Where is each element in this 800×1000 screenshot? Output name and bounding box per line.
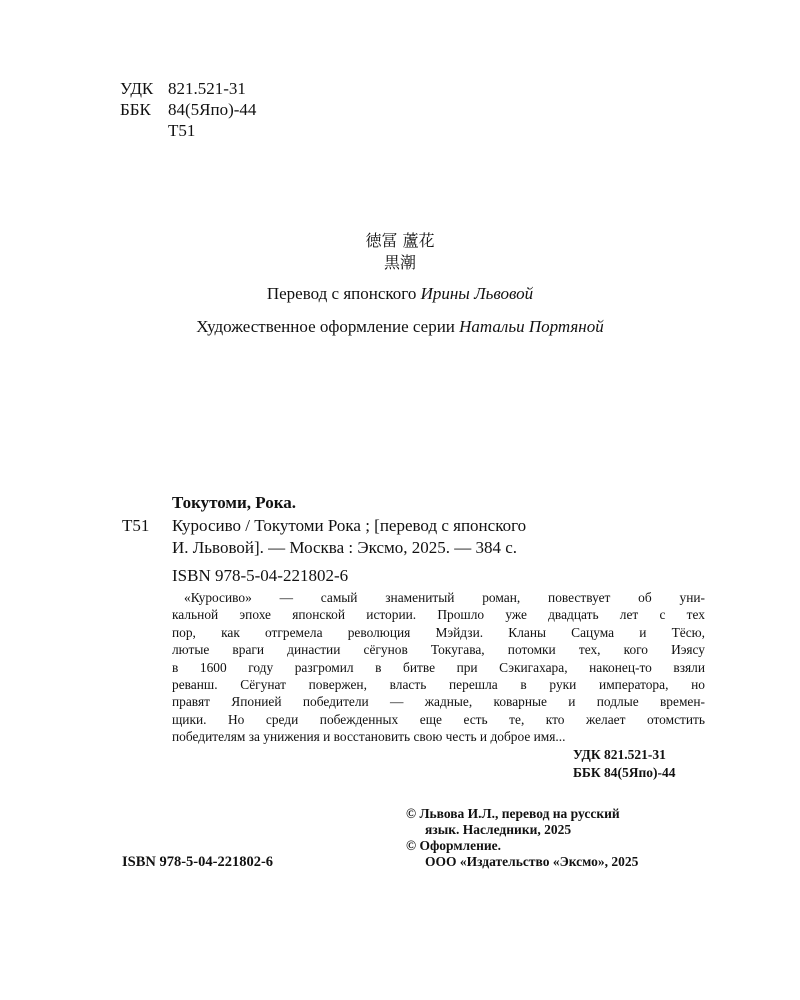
translator-name: Ирины Львовой bbox=[420, 284, 534, 303]
author-mark-line bbox=[120, 120, 256, 141]
design-prefix: Художественное оформление серии bbox=[196, 317, 460, 336]
original-title: 黒潮 bbox=[383, 253, 416, 272]
annotation-line: кальной эпохе японской истории. Прошло уже двадцать лет с тех bbox=[172, 607, 705, 623]
record-isbn: ISBN 978-5-04-221802-6 bbox=[172, 566, 349, 585]
record-bbk: ББК 84(5Япо)-44 bbox=[573, 765, 676, 780]
bbk-label: ББК bbox=[120, 100, 151, 119]
record-desc-line-1: Куросиво / Токутоми Рока ; [перевод с японского bbox=[172, 516, 527, 535]
copyright-line: ООО «Издательство «Эксмо», 2025 bbox=[425, 854, 639, 869]
record-mark: Т51 bbox=[122, 516, 150, 535]
annotation-line: в 1600 году разгромил в битве при Сэкигахара, наконец-то взяли bbox=[172, 659, 705, 675]
udk-line bbox=[120, 78, 256, 99]
record-udk: УДК 821.521-31 bbox=[573, 747, 666, 762]
record-heading: Токутоми, Рока. bbox=[172, 493, 297, 512]
annotation-line: победителям за унижения и восстановить свою честь и доброе имя... bbox=[172, 729, 566, 745]
translation-credit bbox=[0, 284, 800, 304]
bbk-line bbox=[120, 99, 256, 120]
annotation-line: «Куросиво» — самый знаменитый роман, повествует об уни- bbox=[184, 590, 705, 605]
original-author: 徳冨 蘆花 bbox=[365, 231, 435, 250]
copyright-line: © Оформление. bbox=[406, 838, 502, 853]
udk-label: УДК bbox=[120, 79, 154, 98]
annotation bbox=[172, 589, 705, 746]
record-desc-line-2: И. Львовой]. — Москва : Эксмо, 2025. — 384 с. bbox=[172, 538, 518, 557]
udk-value: 821.521-31 bbox=[168, 79, 246, 98]
author-mark: Т51 bbox=[168, 121, 196, 140]
copyright-line: язык. Наследники, 2025 bbox=[425, 822, 572, 837]
designer-name: Натальи Портяной bbox=[459, 317, 604, 336]
annotation-line: щики. Но среди побежденных еще есть те, кто желает отомстить bbox=[172, 711, 705, 727]
copyright-line: © Львова И.Л., перевод на русский bbox=[406, 806, 620, 821]
annotation-line: лютые враги династии сёгунов Токугава, потомки тех, кого Иэясу bbox=[172, 642, 705, 658]
annotation-line: пор, как отгремела революция Мэйдзи. Кланы Сацума и Тёсю, bbox=[172, 624, 705, 640]
bbk-value: 84(5Япо)-44 bbox=[168, 100, 257, 119]
footer-isbn: ISBN 978-5-04-221802-6 bbox=[122, 854, 274, 870]
classification-block bbox=[120, 78, 256, 141]
copyright-block bbox=[406, 806, 638, 870]
annotation-line: правят Японией победители — жадные, коварные и подлые времен- bbox=[172, 694, 705, 710]
design-credit bbox=[0, 317, 800, 337]
annotation-line: реванш. Сёгунат повержен, власть перешла в руки императора, но bbox=[172, 677, 705, 693]
translation-prefix: Перевод с японского bbox=[266, 284, 421, 303]
